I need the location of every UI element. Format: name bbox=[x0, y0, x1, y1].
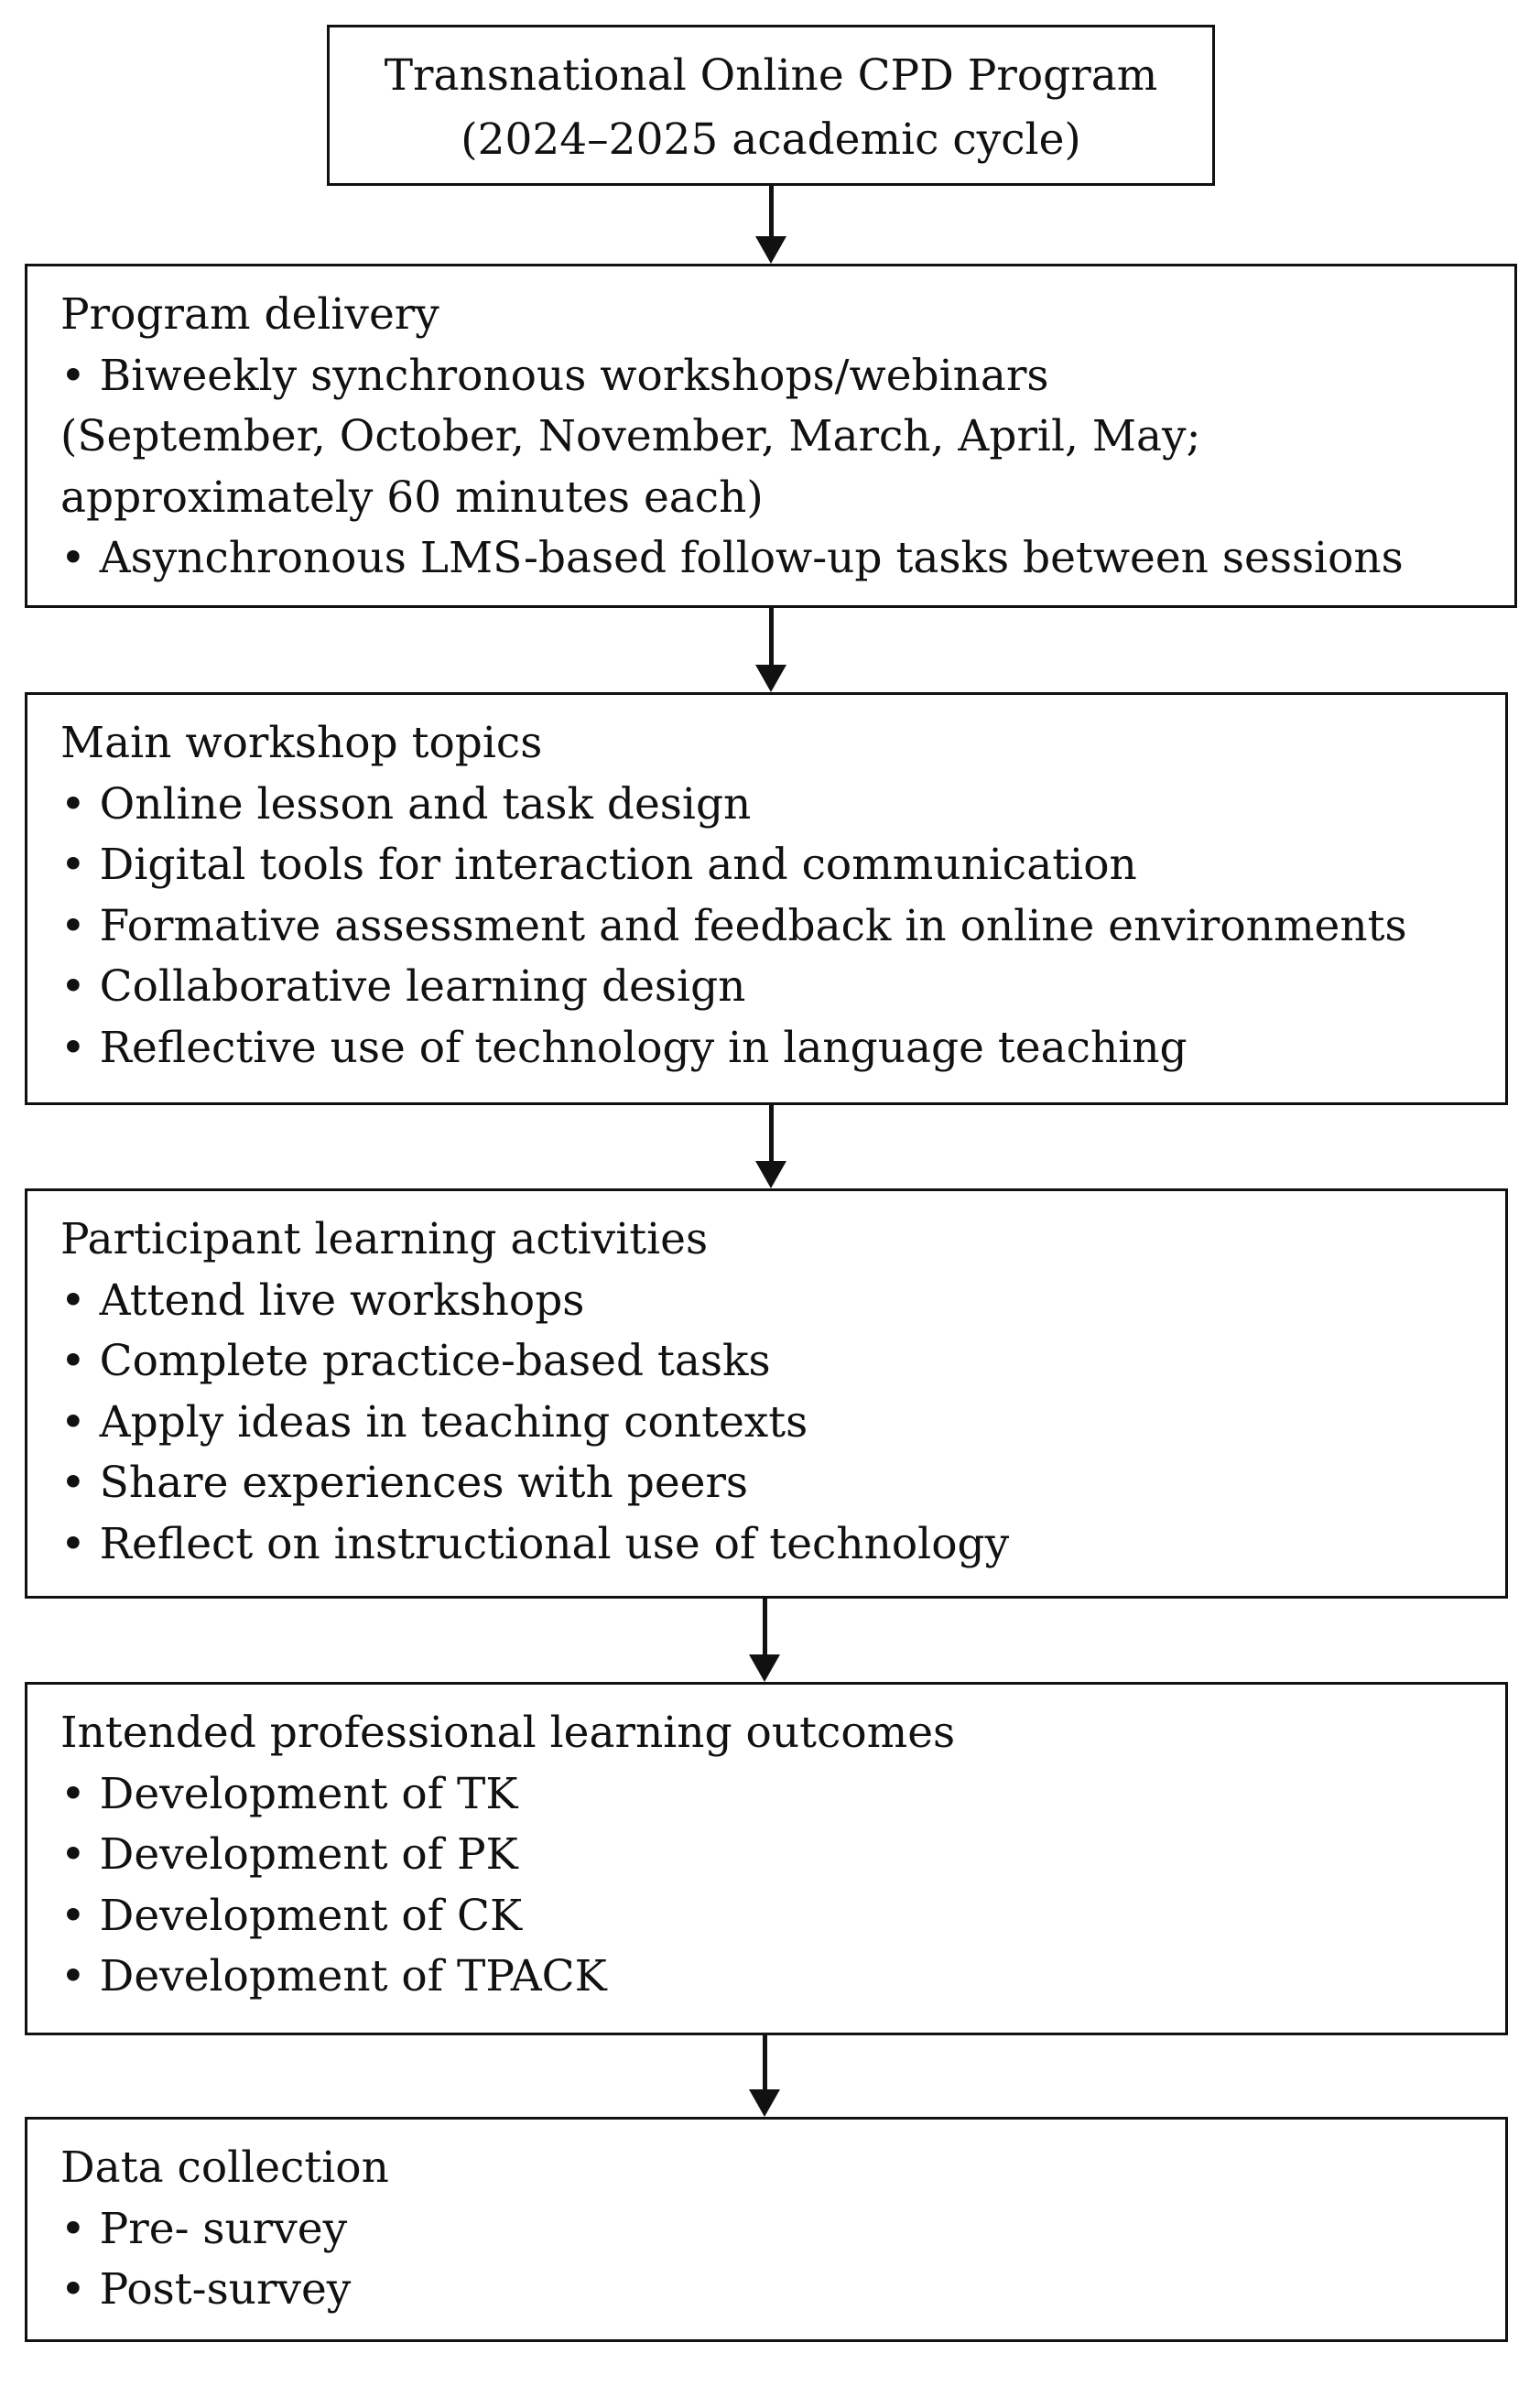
delivery-item: • Asynchronous LMS-based follow-up tasks between sessions bbox=[60, 533, 1404, 583]
program-title-text bbox=[330, 44, 1212, 172]
arrow-3 bbox=[753, 1105, 789, 1188]
program-delivery-heading: Program delivery bbox=[60, 289, 439, 340]
learning-outcomes-text bbox=[60, 1703, 1487, 2008]
topic-item: • Online lesson and task design bbox=[60, 778, 752, 830]
workshop-topics-text bbox=[60, 713, 1487, 1079]
delivery-item: (September, October, November, March, April, May; bbox=[60, 411, 1201, 461]
outcome-item: • Development of TK bbox=[60, 1768, 518, 1819]
data-collection-item: • Post-survey bbox=[60, 2264, 352, 2315]
program-delivery-box bbox=[25, 264, 1517, 608]
learning-activities-heading: Participant learning activities bbox=[60, 1214, 709, 1264]
topic-item: • Digital tools for interaction and communication bbox=[60, 840, 1137, 890]
learning-outcomes-box bbox=[25, 1682, 1508, 2035]
topic-item: • Reflective use of technology in language teaching bbox=[60, 1022, 1188, 1073]
program-delivery-text bbox=[60, 285, 1496, 590]
topic-item: • Formative assessment and feedback in online environments bbox=[60, 900, 1407, 951]
data-collection-heading: Data collection bbox=[60, 2142, 389, 2193]
data-collection-item: • Pre- survey bbox=[60, 2203, 348, 2254]
program-cycle: (2024–2025 academic cycle) bbox=[461, 114, 1081, 165]
learning-outcomes-heading: Intended professional learning outcomes bbox=[60, 1708, 956, 1758]
arrow-1 bbox=[753, 186, 789, 264]
activity-item: • Apply ideas in teaching contexts bbox=[60, 1396, 808, 1448]
workshop-topics-box bbox=[25, 692, 1508, 1105]
outcome-item: • Development of CK bbox=[60, 1890, 523, 1941]
workshop-topics-heading: Main workshop topics bbox=[60, 718, 543, 768]
arrow-4 bbox=[746, 1599, 783, 1682]
outcome-item: • Development of PK bbox=[60, 1829, 518, 1880]
arrow-5 bbox=[746, 2035, 783, 2117]
activity-item: • Share experiences with peers bbox=[60, 1458, 749, 1508]
delivery-item: • Biweekly synchronous workshops/webinars bbox=[60, 350, 1049, 401]
topic-item: • Collaborative learning design bbox=[60, 961, 746, 1012]
delivery-item: approximately 60 minutes each) bbox=[60, 472, 764, 523]
data-collection-text bbox=[60, 2138, 1487, 2321]
data-collection-box bbox=[25, 2117, 1508, 2342]
outcome-item: • Development of TPACK bbox=[60, 1951, 607, 2001]
learning-activities-text bbox=[60, 1209, 1487, 1575]
activity-item: • Reflect on instructional use of technology bbox=[60, 1518, 1010, 1569]
arrow-2 bbox=[753, 608, 789, 692]
activity-item: • Complete practice-based tasks bbox=[60, 1336, 771, 1386]
learning-activities-box bbox=[25, 1188, 1508, 1599]
activity-item: • Attend live workshops bbox=[60, 1274, 585, 1326]
program-title-box bbox=[327, 25, 1215, 186]
program-title: Transnational Online CPD Program bbox=[384, 50, 1158, 101]
